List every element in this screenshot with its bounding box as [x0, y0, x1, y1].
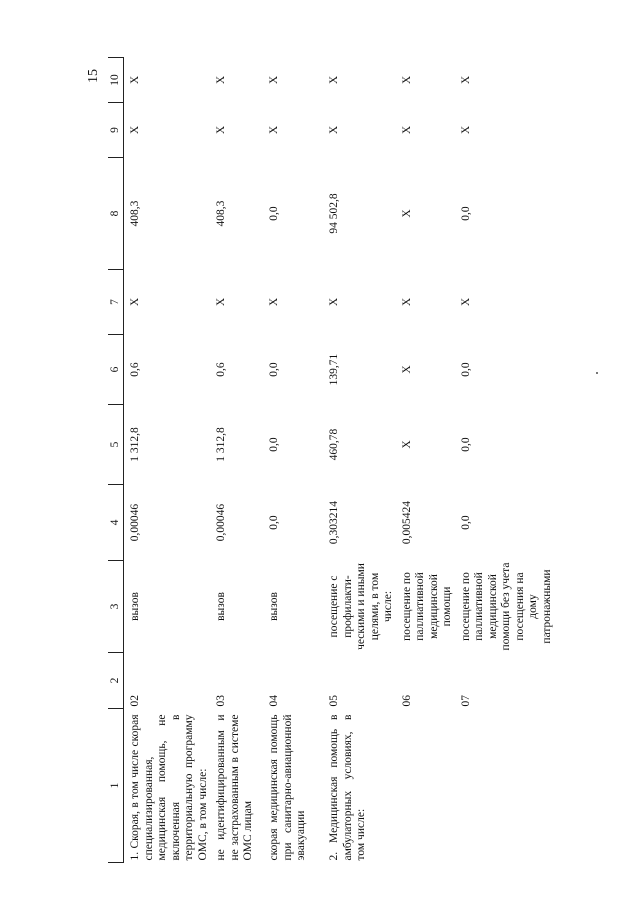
row-unit: вызов [268, 592, 280, 621]
cell-value: X [129, 75, 141, 85]
table-row [455, 58, 565, 863]
cell-value: 139,71 [328, 353, 340, 386]
cell-value: 0,005424 [400, 500, 413, 545]
cell-value: X [215, 125, 227, 135]
table-row [263, 58, 323, 863]
row-code: 04 [268, 695, 280, 707]
row-unit: посещение по паллиативной медицинской помощи [400, 572, 453, 641]
cell-value: X [400, 125, 413, 135]
cell-value: X [268, 75, 280, 85]
cell-value: X [129, 297, 141, 307]
row-description: 2. Медицинская помощь в амбулаторных условиях, в том числе: [328, 714, 367, 861]
table-row [323, 58, 396, 863]
col-header-3: 3 [108, 561, 124, 653]
cell-value: 0,0 [459, 437, 472, 452]
cell-value: X [129, 125, 141, 135]
data-table [108, 57, 565, 863]
page-number: 15 [86, 69, 101, 83]
cell-value: 0,6 [215, 362, 227, 377]
cell-value: X [459, 125, 472, 135]
table-row [396, 58, 455, 863]
cell-value: X [215, 297, 227, 307]
col-header-9: 9 [108, 103, 124, 158]
cell-value: 408,3 [129, 200, 141, 227]
row-code: 05 [328, 695, 340, 707]
cell-value: X [459, 297, 472, 307]
header-row [108, 58, 124, 863]
cell-value: 0,0 [268, 515, 280, 530]
cell-value: 0,0 [459, 362, 472, 377]
cell-value: 0,0 [268, 362, 280, 377]
speck [596, 373, 598, 375]
row-description: скорая медицинская помощь при санитарно-авиационной эвакуации [268, 714, 307, 861]
cell-value: 408,3 [215, 200, 227, 227]
table-row [210, 58, 263, 863]
cell-value: 0,0 [268, 206, 280, 221]
col-header-4: 4 [108, 485, 124, 561]
cell-value: X [328, 75, 340, 85]
cell-value: 1 312,8 [129, 427, 141, 462]
row-unit: посещение с профилакти-ческими и иными целями, в том числе: [328, 563, 394, 650]
row-code: 07 [459, 695, 472, 707]
cell-value: 0,6 [129, 362, 141, 377]
row-code: 03 [215, 695, 227, 707]
col-header-5: 5 [108, 405, 124, 485]
table-row [124, 58, 211, 863]
cell-value: X [215, 75, 227, 85]
cell-value: X [459, 75, 472, 85]
row-description [455, 709, 565, 863]
row-unit: посещение по паллиативной медицинской помощи без учета посещения на дому патронажными [459, 562, 553, 651]
cell-value: 460,78 [328, 428, 340, 461]
row-unit: вызов [129, 592, 141, 621]
row-code: 06 [400, 695, 413, 707]
cell-value: 94 502,8 [328, 193, 340, 234]
row-unit: вызов [215, 592, 227, 621]
col-header-6: 6 [108, 335, 124, 405]
row-description: 1. Скорая, в том числе скорая специализированная, медицинская помощь, не включенная в территориальную программу ОМС, в том числе: [129, 714, 209, 861]
row-description [396, 709, 455, 863]
cell-value: 0,0 [459, 515, 472, 530]
col-header-10: 10 [108, 58, 124, 103]
row-description: не идентифицированным и не застрахованным в системе ОМС лицам [215, 714, 254, 861]
col-header-2: 2 [108, 653, 124, 709]
cell-value: 1 312,8 [215, 427, 227, 462]
cell-value: 0,0 [459, 206, 472, 221]
cell-value: 0,0 [268, 437, 280, 452]
cell-value: X [400, 209, 413, 218]
col-header-7: 7 [108, 270, 124, 335]
cell-value: 0,00046 [215, 503, 227, 542]
cell-value: X [400, 297, 413, 307]
col-header-8: 8 [108, 158, 124, 270]
cell-value: X [400, 440, 413, 449]
row-code: 02 [129, 695, 141, 707]
cell-value: 0,00046 [129, 503, 141, 542]
cell-value: 0,303214 [328, 500, 340, 545]
cell-value: X [400, 75, 413, 85]
cell-value: X [328, 125, 340, 135]
cell-value: X [400, 365, 413, 374]
col-header-1: 1 [108, 709, 124, 863]
cell-value: X [328, 297, 340, 307]
cell-value: X [268, 125, 280, 135]
cell-value: X [268, 297, 280, 307]
